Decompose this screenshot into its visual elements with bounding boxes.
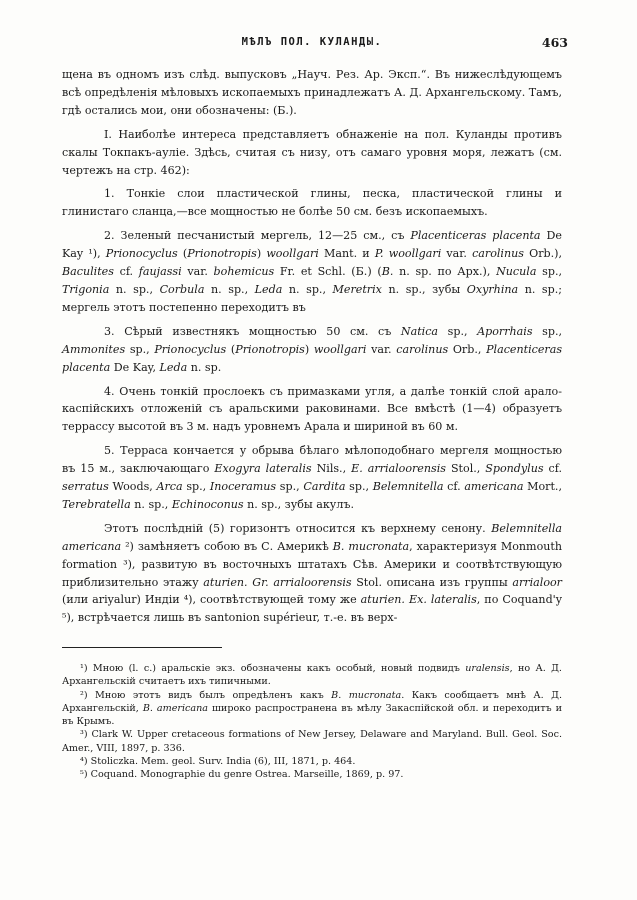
paragraph-layer-3 xyxy=(62,323,562,377)
taxon-name: Exogyra lateralis xyxy=(214,462,312,476)
taxon-name: Aporrhais xyxy=(477,324,533,338)
text-run: 5. Терраса кончается у обрыва бѣлаго мѣлоподобнаго мергеля мощностью въ 15 м., заключающаго xyxy=(62,444,562,476)
taxon-name: americana xyxy=(464,480,524,494)
taxon-name: Inoceramus xyxy=(209,480,277,494)
text-run: sp., xyxy=(276,480,304,494)
taxon-name: faujassi xyxy=(138,265,182,279)
taxon-name: B. americana xyxy=(142,702,209,714)
text-run: Mort., xyxy=(523,480,562,494)
text-run: Orb., xyxy=(448,342,487,356)
taxon-name: carolinus xyxy=(396,342,449,356)
taxon-name: Echinoconus xyxy=(171,497,244,511)
taxon-name: Terebratella xyxy=(62,497,131,511)
text-run: 4. Очень тонкій прослоекъ съ примазками угля, а далѣе тонкій слой арало-каспійскихъ отложеній съ аральскими раковинами. Все вмѣстѣ (1—4) образуетъ террассу высотой въ 3 м. надъ уровнемъ Арала и шириной въ 60 м. xyxy=(62,384,562,434)
text-run: 3. Сѣрый известнякъ мощностью 50 см. съ xyxy=(104,324,401,338)
taxon-name: E. arrialoorensis xyxy=(351,462,446,476)
text-run: sp., xyxy=(182,480,210,494)
footnote-2 xyxy=(62,689,562,729)
taxon-name: Belemnitella americana xyxy=(62,521,562,553)
text-run: ) xyxy=(256,247,267,261)
taxon-name: P. woollgari xyxy=(374,247,442,261)
text-run: Woods, xyxy=(108,480,157,494)
taxon-name: bohemicus xyxy=(213,265,275,279)
taxon-name: Placenticeras placenta xyxy=(410,229,541,243)
text-run: cf. xyxy=(443,480,465,494)
text-run: sp., xyxy=(125,342,155,356)
taxon-name: Spondylus xyxy=(485,462,544,476)
book-page xyxy=(62,35,568,781)
text-run: n. sp., зубы акулъ. xyxy=(243,497,354,511)
paragraph-section-1 xyxy=(62,126,562,180)
paragraph-discussion xyxy=(62,520,562,627)
taxon-name: Arca xyxy=(156,480,183,494)
text-run: De Kay ¹), xyxy=(62,229,562,261)
text-run: n. sp., xyxy=(109,282,160,296)
text-run: cf. xyxy=(543,462,562,476)
page-header xyxy=(62,35,568,58)
text-run: ³) Clark W. Upper cretaceous formations of New Jersey, Delaware and Maryland. Bull. Geol. Soc. Amer., VIII, 1897, p. 336. xyxy=(62,729,562,754)
taxon-name: Leda xyxy=(159,360,188,374)
taxon-name: B. mucronata xyxy=(332,539,410,553)
text-run: , характеризуя Monmouth formation ³), развитую въ восточныхъ штатахъ Сѣв. Америки и соотвѣтствующую приблизительно этажу xyxy=(62,539,562,589)
text-run: ) xyxy=(304,342,314,356)
taxon-name: carolinus xyxy=(472,247,524,261)
page-number: 463 xyxy=(541,35,568,50)
text-run: var. xyxy=(181,265,214,279)
text-run: Stol., xyxy=(445,462,486,476)
taxon-name: B. mucronata xyxy=(331,689,402,701)
text-run: , но А. Д. Архангельскій считаетъ ихъ типичными. xyxy=(62,663,562,688)
text-run: (или ariyalur) Индіи ⁴), соотвѣтствующей тому же xyxy=(62,593,361,607)
taxon-name: B. xyxy=(381,265,394,279)
paragraph-layer-2 xyxy=(62,227,562,317)
text-run: ( xyxy=(177,247,188,261)
taxon-name: Placenticeras placenta xyxy=(62,342,563,374)
text-run: var. xyxy=(366,342,397,356)
text-run: широко распространена въ мѣлу Закаспійской обл. и переходитъ и въ Крымъ. xyxy=(62,702,562,728)
taxon-name: Trigonia xyxy=(62,282,110,296)
taxon-name: Oxyrhina xyxy=(466,282,519,296)
body-text xyxy=(62,66,562,627)
footnote-divider xyxy=(62,647,222,648)
text-run: I. Наиболѣе интереса представляетъ обнаженіе на пол. Куланды противъ скалы Токпакъ-ауліе. Здѣсь, считая съ низу, отъ самаго уровня моря, лежатъ (см. чертежъ на стр. 462): xyxy=(62,127,562,177)
taxon-name: Prionocyclus xyxy=(154,342,227,356)
paragraph-continuation xyxy=(62,66,562,120)
taxon-name: Cardita xyxy=(303,480,346,494)
text-run: sp., xyxy=(532,324,563,338)
text-run: n. sp.; мергель этотъ постепенно переходитъ въ xyxy=(62,282,562,314)
text-run: Mant. и xyxy=(318,247,375,261)
taxon-name: Prionotropis xyxy=(187,247,257,261)
text-run: 2. Зеленый песчанистый мергель, 12—25 см., съ xyxy=(104,229,411,243)
text-run: Этотъ послѣдній (5) горизонтъ относится къ верхнему сенону. xyxy=(104,521,492,535)
text-run: ( xyxy=(226,342,236,356)
text-run: De Kay, xyxy=(110,360,160,374)
taxon-name: Ammonites xyxy=(62,342,126,356)
text-run: щена въ одномъ изъ слѣд. выпусковъ „Науч. Рез. Ар. Эксп.“. Въ нижеслѣдующемъ всѣ опредѣленія мѣловыхъ ископаемыхъ принадлежатъ А. Д. Архангельскому. Тамъ, гдѣ остались мои, они обозначены: (Б.). xyxy=(62,68,562,117)
text-run: ⁴) Stoliczka. Mem. geol. Surv. India (6), III, 1871, p. 464. xyxy=(80,755,356,767)
footnote-3 xyxy=(62,728,562,754)
taxon-name: Nucula xyxy=(496,265,537,279)
text-run: Orb.), xyxy=(523,247,562,261)
text-run: n. sp. xyxy=(187,360,222,374)
text-run: ²) Мною этотъ видъ былъ опредѣленъ какъ xyxy=(80,689,332,701)
taxon-name: Baculites xyxy=(62,265,114,279)
text-run: sp., xyxy=(536,265,562,279)
taxon-name: aturien. Gr. arrialoorensis xyxy=(203,575,352,589)
text-run: n. sp., xyxy=(204,282,255,296)
text-run: Stol. описана изъ группы xyxy=(351,575,513,589)
text-run: ¹) Мною (l. c.) аральскіе экз. обозначены какъ особый, новый подвидъ xyxy=(80,663,466,675)
running-head: МѢЛЪ ПОЛ. КУЛАНДЫ. xyxy=(241,36,383,48)
text-run: n. sp., зубы xyxy=(381,282,467,296)
taxon-name: arrialoor xyxy=(512,575,562,589)
text-run: . Какъ сообщаетъ мнѣ А. Д. Архангельскій, xyxy=(62,689,562,714)
text-run: sp., xyxy=(345,480,373,494)
paragraph-layer-5 xyxy=(62,442,562,514)
text-run: ⁵) Coquand. Monographie du genre Ostrea. Marseille, 1869, p. 97. xyxy=(80,768,404,780)
taxon-name: aturien. Ex. lateralis xyxy=(360,593,477,607)
taxon-name: Natica xyxy=(400,324,439,338)
text-run: n. sp. по Арх.), xyxy=(393,265,497,279)
text-run: sp., xyxy=(438,324,478,338)
paragraph-layer-1 xyxy=(62,185,562,221)
taxon-name: Prionotropis xyxy=(235,342,305,356)
paragraph-layer-4 xyxy=(62,383,562,437)
taxon-name: woollgari xyxy=(313,342,367,356)
text-run: Fr. et Schl. (Б.) ( xyxy=(274,265,382,279)
text-run: , по Coquand'y ⁵), встрѣчается лишь въ santonion supérieur, т.-е. въ верх- xyxy=(62,593,562,625)
footnote-5 xyxy=(62,768,562,781)
footnote-1 xyxy=(62,662,562,688)
text-run: 1. Тонкіе слои пластической глины, песка, пластической глины и глинистаго сланца,—все мощностью не болѣе 50 см. безъ ископаемыхъ. xyxy=(62,187,562,219)
text-run: n. sp., xyxy=(130,497,172,511)
taxon-name: Meretrix xyxy=(332,282,382,296)
taxon-name: uralensis xyxy=(465,663,510,675)
taxon-name: serratus xyxy=(62,480,109,494)
text-run: n. sp., xyxy=(282,282,333,296)
text-run: ²) замѣняетъ собою въ С. Америкѣ xyxy=(121,539,333,553)
text-run: cf. xyxy=(113,265,139,279)
taxon-name: Belemnitella xyxy=(372,480,444,494)
taxon-name: Prionocyclus xyxy=(105,247,178,261)
text-run: Nils., xyxy=(311,462,352,476)
text-run: var. xyxy=(441,247,473,261)
taxon-name: Corbula xyxy=(159,282,205,296)
taxon-name: Leda xyxy=(254,282,283,296)
footnote-4 xyxy=(62,755,562,768)
taxon-name: woollgari xyxy=(266,247,319,261)
footnotes xyxy=(62,662,562,781)
